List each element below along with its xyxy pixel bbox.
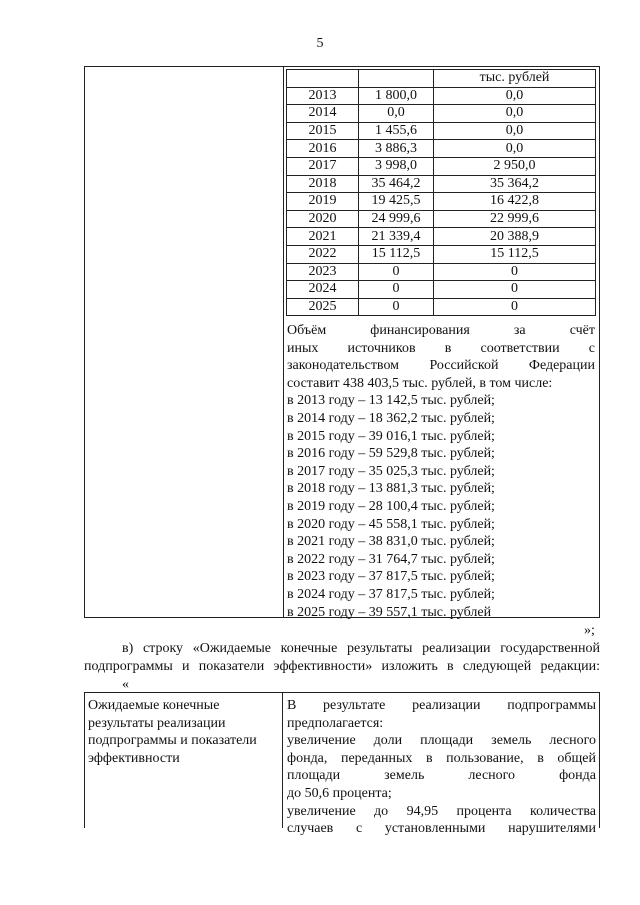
other-sources-year-line: в 2019 году – 28 100,4 тыс. рублей; [287,498,495,514]
results-label-line: эффективности [88,750,180,766]
financing-year-cell: 2019 [287,193,359,211]
closing-quote-mark: »; [584,623,595,638]
results-text-line: площади земель лесного фонда [287,768,596,784]
financing-row [287,263,596,281]
financing-part-cell: 0,0 [434,140,596,158]
opening-quote-mark: « [122,677,129,692]
financing-total-cell: 24 999,6 [359,210,434,228]
financing-row [287,210,596,228]
financing-year-cell: 2014 [287,105,359,123]
financing-year-cell: 2018 [287,175,359,193]
financing-total-cell: 1 800,0 [359,87,434,105]
other-sources-year-line: в 2022 году – 31 764,7 тыс. рублей; [287,551,495,567]
results-label-line: результаты реализации [88,715,226,731]
results-text-line: увеличение доли площади земель лесного [287,733,596,749]
financing-row [287,140,596,158]
financing-year-cell: 2017 [287,157,359,175]
financing-table [286,69,596,316]
column-divider [283,67,284,617]
financing-total-cell: 1 455,6 [359,122,434,140]
financing-year-cell: 2020 [287,210,359,228]
financing-year-cell: 2013 [287,87,359,105]
financing-total-cell: 19 425,5 [359,193,434,211]
page-number: 5 [316,36,324,51]
financing-total-cell: 0,0 [359,105,434,123]
header-total-cell [359,70,434,88]
financing-part-cell: 20 388,9 [434,228,596,246]
financing-year-cell: 2023 [287,263,359,281]
results-text-line: увеличение до 94,95 процента количества [287,803,596,819]
other-sources-year-line: в 2021 году – 38 831,0 тыс. рублей; [287,534,495,550]
financing-part-cell: 16 422,8 [434,193,596,211]
other-sources-year-line: в 2018 году – 13 881,3 тыс. рублей; [287,481,495,497]
results-label-line: подпрограммы и показатели [88,733,257,749]
financing-row [287,298,596,316]
financing-row [287,157,596,175]
financing-part-cell: 35 364,2 [434,175,596,193]
financing-row [287,228,596,246]
financing-total-cell: 15 112,5 [359,245,434,263]
financing-year-cell: 2021 [287,228,359,246]
results-label-line: Ожидаемые конечные [88,698,220,713]
other-sources-year-line: в 2023 году – 37 817,5 тыс. рублей; [287,569,495,585]
financing-total-cell: 21 339,4 [359,228,434,246]
financing-year-cell: 2022 [287,245,359,263]
financing-row [287,193,596,211]
other-sources-paragraph [287,322,595,621]
other-sources-line: составит 438 403,5 тыс. рублей, в том числе: [287,375,553,391]
financing-part-cell: 0,0 [434,105,596,123]
other-sources-line: иных источников в соответствии с [287,340,595,356]
other-sources-year-line: в 2024 году – 37 817,5 тыс. рублей; [287,586,495,602]
financing-year-cell: 2025 [287,298,359,316]
other-sources-year-line: в 2020 году – 45 558,1 тыс. рублей; [287,516,495,532]
paragraph-v [84,640,600,675]
other-sources-year-line: в 2015 году – 39 016,1 тыс. рублей; [287,428,495,444]
results-right-cell [287,697,596,838]
financing-total-cell: 3 886,3 [359,140,434,158]
other-sources-year-line: в 2014 году – 18 362,2 тыс. рублей; [287,410,495,426]
financing-row [287,105,596,123]
other-sources-year-line: в 2025 году – 39 557,1 тыс. рублей [287,604,492,620]
financing-part-cell: 22 999,6 [434,210,596,228]
results-text-line: до 50,6 процента; [287,785,392,801]
financing-year-cell: 2016 [287,140,359,158]
results-left-cell [88,697,278,767]
financing-total-cell: 3 998,0 [359,157,434,175]
results-text-line: случаев с установленными нарушителями [287,821,596,837]
financing-part-cell: 0,0 [434,122,596,140]
financing-part-cell: 0 [434,281,596,299]
financing-total-cell: 0 [359,281,434,299]
other-sources-year-line: в 2017 году – 35 025,3 тыс. рублей; [287,463,495,479]
financing-part-cell: 2 950,0 [434,157,596,175]
unit-label: тыс. рублей [434,70,596,88]
financing-part-cell: 15 112,5 [434,245,596,263]
other-sources-year-line: в 2016 году – 59 529,8 тыс. рублей; [287,446,495,462]
financing-row [287,281,596,299]
financing-year-cell: 2024 [287,281,359,299]
paragraph-v-line: в) строку «Ожидаемые конечные результаты реализации государственной [122,641,600,656]
financing-part-cell: 0,0 [434,87,596,105]
financing-total-cell: 0 [359,263,434,281]
column-divider [282,693,283,828]
financing-part-cell: 0 [434,298,596,316]
financing-year-cell: 2015 [287,122,359,140]
financing-total-cell: 0 [359,298,434,316]
results-text-line: В результате реализации подпрограммы [287,698,596,713]
financing-header-row [287,70,596,88]
other-sources-line: законодательством Российской Федерации [287,358,595,374]
results-text-line: фонда, переданных в пользование, в общей [287,750,596,766]
header-year-cell [287,70,359,88]
financing-row [287,175,596,193]
financing-total-cell: 35 464,2 [359,175,434,193]
other-sources-line: Объём финансирования за счёт [287,323,595,338]
financing-part-cell: 0 [434,263,596,281]
results-text-line: предполагается: [287,715,384,731]
financing-row [287,87,596,105]
financing-row [287,245,596,263]
financing-row [287,122,596,140]
other-sources-year-line: в 2013 году – 13 142,5 тыс. рублей; [287,393,495,409]
paragraph-v-line: подпрограммы и показатели эффективности» изложить в следующей редакции: [84,658,600,674]
